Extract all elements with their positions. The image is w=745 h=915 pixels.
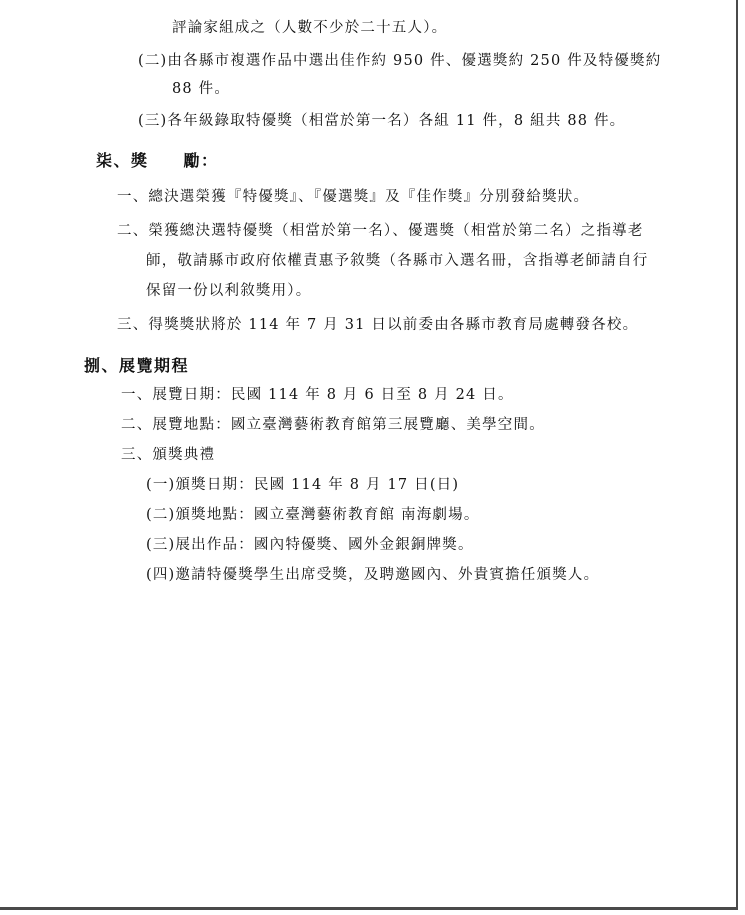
section-8-item-3: 三、頒獎典禮	[121, 447, 216, 463]
section-7-item-2-line-2: 師，敬請縣市政府依權責惠予敘獎（各縣市入選名冊，含指導老師請自行	[146, 253, 649, 269]
section-7-item-2-line-1: 二、榮獲總決選特優獎（相當於第一名）、優選獎（相當於第二名）之指導老	[117, 223, 644, 239]
section-7-heading: 柒、獎 勵：	[96, 151, 219, 170]
section-8-sub-4: (四)邀請特優獎學生出席受獎，及聘邀國內、外貴賓擔任頒獎人。	[146, 567, 600, 583]
section-7-item-3: 三、得獎獎狀將於 114 年 7 月 31 日以前委由各縣市教育局處轉發各校。	[117, 317, 639, 333]
section-8-heading: 捌、展覽期程	[84, 356, 190, 375]
section-8-item-2: 二、展覽地點：國立臺灣藝術教育館第三展覽廳、美學空間。	[121, 417, 545, 433]
section-8-item-1: 一、展覽日期：民國 114 年 8 月 6 日至 8 月 24 日。	[121, 387, 514, 403]
section-7-item-1: 一、總決選榮獲『特優獎』、『優選獎』及『佳作獎』分別發給獎狀。	[117, 189, 590, 205]
continuation-item-3: (三)各年級錄取特優獎（相當於第一名）各組 11 件，8 組共 88 件。	[138, 113, 626, 129]
section-8-sub-3: (三)展出作品：國內特優獎、國外金銀銅牌獎。	[146, 537, 474, 553]
section-8-sub-2: (二)頒獎地點：國立臺灣藝術教育館 南海劇場。	[146, 507, 480, 523]
continuation-judges-line: 評論家組成之（人數不少於二十五人）。	[172, 20, 448, 36]
continuation-item-2-line-2: 88 件。	[172, 81, 231, 97]
continuation-item-2-line-1: (二)由各縣市複選作品中選出佳作約 950 件、優選獎約 250 件及特優獎約	[138, 53, 662, 69]
section-7-item-2-line-3: 保留一份以利敘獎用）。	[146, 283, 312, 299]
section-8-sub-1: (一)頒獎日期：民國 114 年 8 月 17 日(日)	[146, 477, 460, 493]
